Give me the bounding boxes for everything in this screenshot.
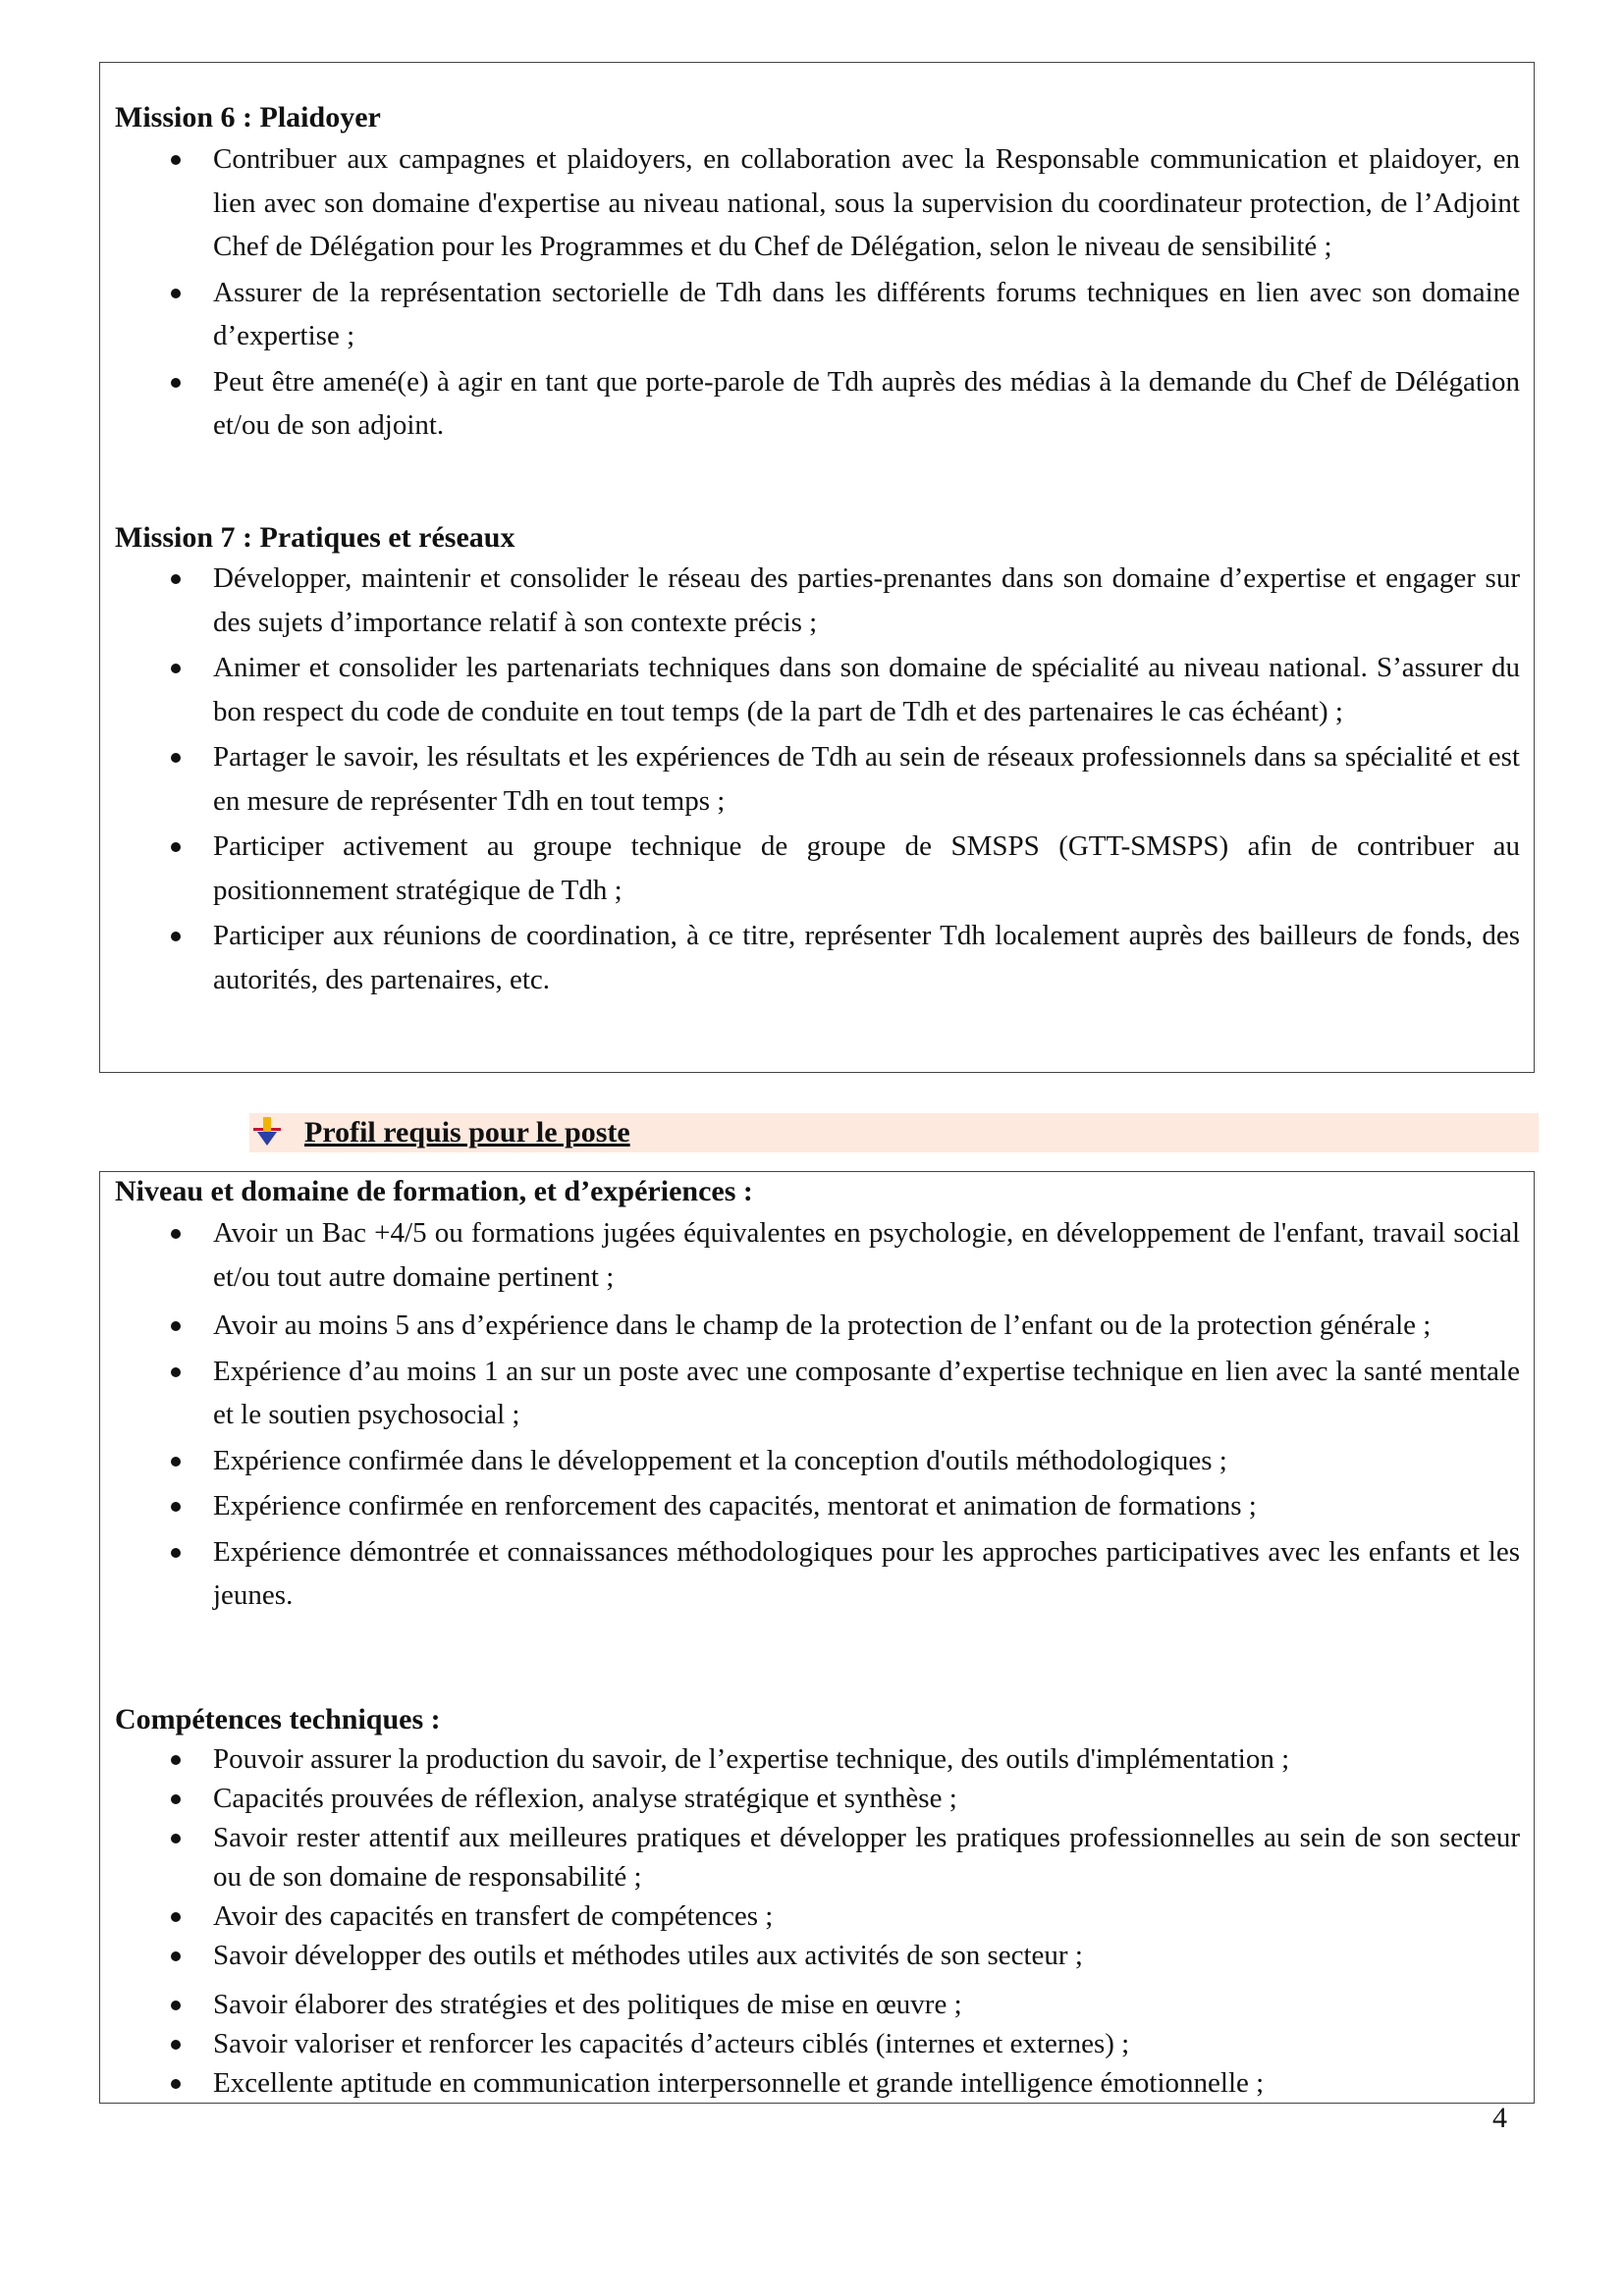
list-item: Partager le savoir, les résultats et les expériences de Tdh au sein de réseaux professionnels dans sa spécialité et est en mesure de représenter Tdh en tout temps ; [100,735,1520,823]
list-item: Savoir valoriser et renforcer les capacités d’acteurs ciblés (internes et externes) ; [100,2024,1520,2063]
profile-section-header [249,1113,1539,1152]
education-list-continued [100,1304,1520,1620]
profile-title: Profil requis pour le poste [304,1116,630,1148]
list-item: Avoir au moins 5 ans d’expérience dans le champ de la protection de l’enfant ou de la protection générale ; [100,1304,1520,1348]
mission-6-title: Mission 6 : Plaidoyer [115,101,381,133]
list-item: Avoir des capacités en transfert de compétences ; [100,1896,1520,1936]
list-item: Expérience confirmée en renforcement des capacités, mentorat et animation de formations ; [100,1484,1520,1528]
list-item: Assurer de la représentation sectorielle de Tdh dans les différents forums techniques en lien avec son domaine d’expertise ; [100,271,1520,358]
technical-skills-list [100,1739,1520,2103]
list-item: Peut être amené(e) à agir en tant que porte-parole de Tdh auprès des médias à la demande du Chef de Délégation et/ou de son adjoint. [100,360,1520,448]
list-item: Avoir un Bac +4/5 ou formations jugées équivalentes en psychologie, en développement de l'enfant, travail social et/ou tout autre domaine pertinent ; [100,1211,1520,1299]
mission-7-title: Mission 7 : Pratiques et réseaux [115,521,515,554]
profile-box [99,1171,1535,2104]
education-list [100,1211,1520,1301]
list-item: Participer aux réunions de coordination, à ce titre, représenter Tdh localement auprès des bailleurs de fonds, des autorités, des partenaires, etc. [100,914,1520,1001]
list-item: Expérience confirmée dans le développement et la conception d'outils méthodologiques ; [100,1439,1520,1483]
down-arrow-bullet-icon [253,1117,281,1147]
list-item: Animer et consolider les partenariats techniques dans son domaine de spécialité au niveau national. S’assurer du bon respect du code de conduite en tout temps (de la part de Tdh et des partenaires le cas échéant) ; [100,646,1520,733]
mission-7-list [100,557,1520,1003]
list-item: Développer, maintenir et consolider le réseau des parties-prenantes dans son domaine d’expertise et engager sur des sujets d’importance relatif à son contexte précis ; [100,557,1520,644]
list-item: Savoir élaborer des stratégies et des politiques de mise en œuvre ; [100,1985,1520,2024]
list-item: Contribuer aux campagnes et plaidoyers, en collaboration avec la Responsable communication et plaidoyer, en lien avec son domaine d'expertise au niveau national, sous la supervision du coordinateur protection, de l’Adjoint Chef de Délégation pour les Programmes et du Chef de Délégation, selon le niveau de sensibilité ; [100,137,1520,269]
technical-skills-title: Compétences techniques : [115,1703,441,1735]
missions-box [99,62,1535,1073]
page-number: 4 [1492,2102,1507,2134]
list-item: Savoir développer des outils et méthodes utiles aux activités de son secteur ; [100,1936,1520,1975]
list-item: Pouvoir assurer la production du savoir, de l’expertise technique, des outils d'implémentation ; [100,1739,1520,1779]
list-item: Participer activement au groupe technique de groupe de SMSPS (GTT-SMSPS) afin de contribuer au positionnement stratégique de Tdh ; [100,825,1520,912]
list-item: Excellente aptitude en communication interpersonnelle et grande intelligence émotionnelle ; [100,2063,1520,2103]
mission-6-list [100,137,1520,450]
list-item: Capacités prouvées de réflexion, analyse stratégique et synthèse ; [100,1779,1520,1818]
education-title: Niveau et domaine de formation, et d’expériences : [115,1175,753,1207]
list-item: Expérience d’au moins 1 an sur un poste avec une composante d’expertise technique en lien avec la santé mentale et le soutien psychosocial ; [100,1350,1520,1437]
list-item: Savoir rester attentif aux meilleures pratiques et développer les pratiques professionnelles au sein de son secteur ou de son domaine de responsabilité ; [100,1818,1520,1896]
list-item: Expérience démontrée et connaissances méthodologiques pour les approches participatives avec les enfants et les jeunes. [100,1530,1520,1618]
